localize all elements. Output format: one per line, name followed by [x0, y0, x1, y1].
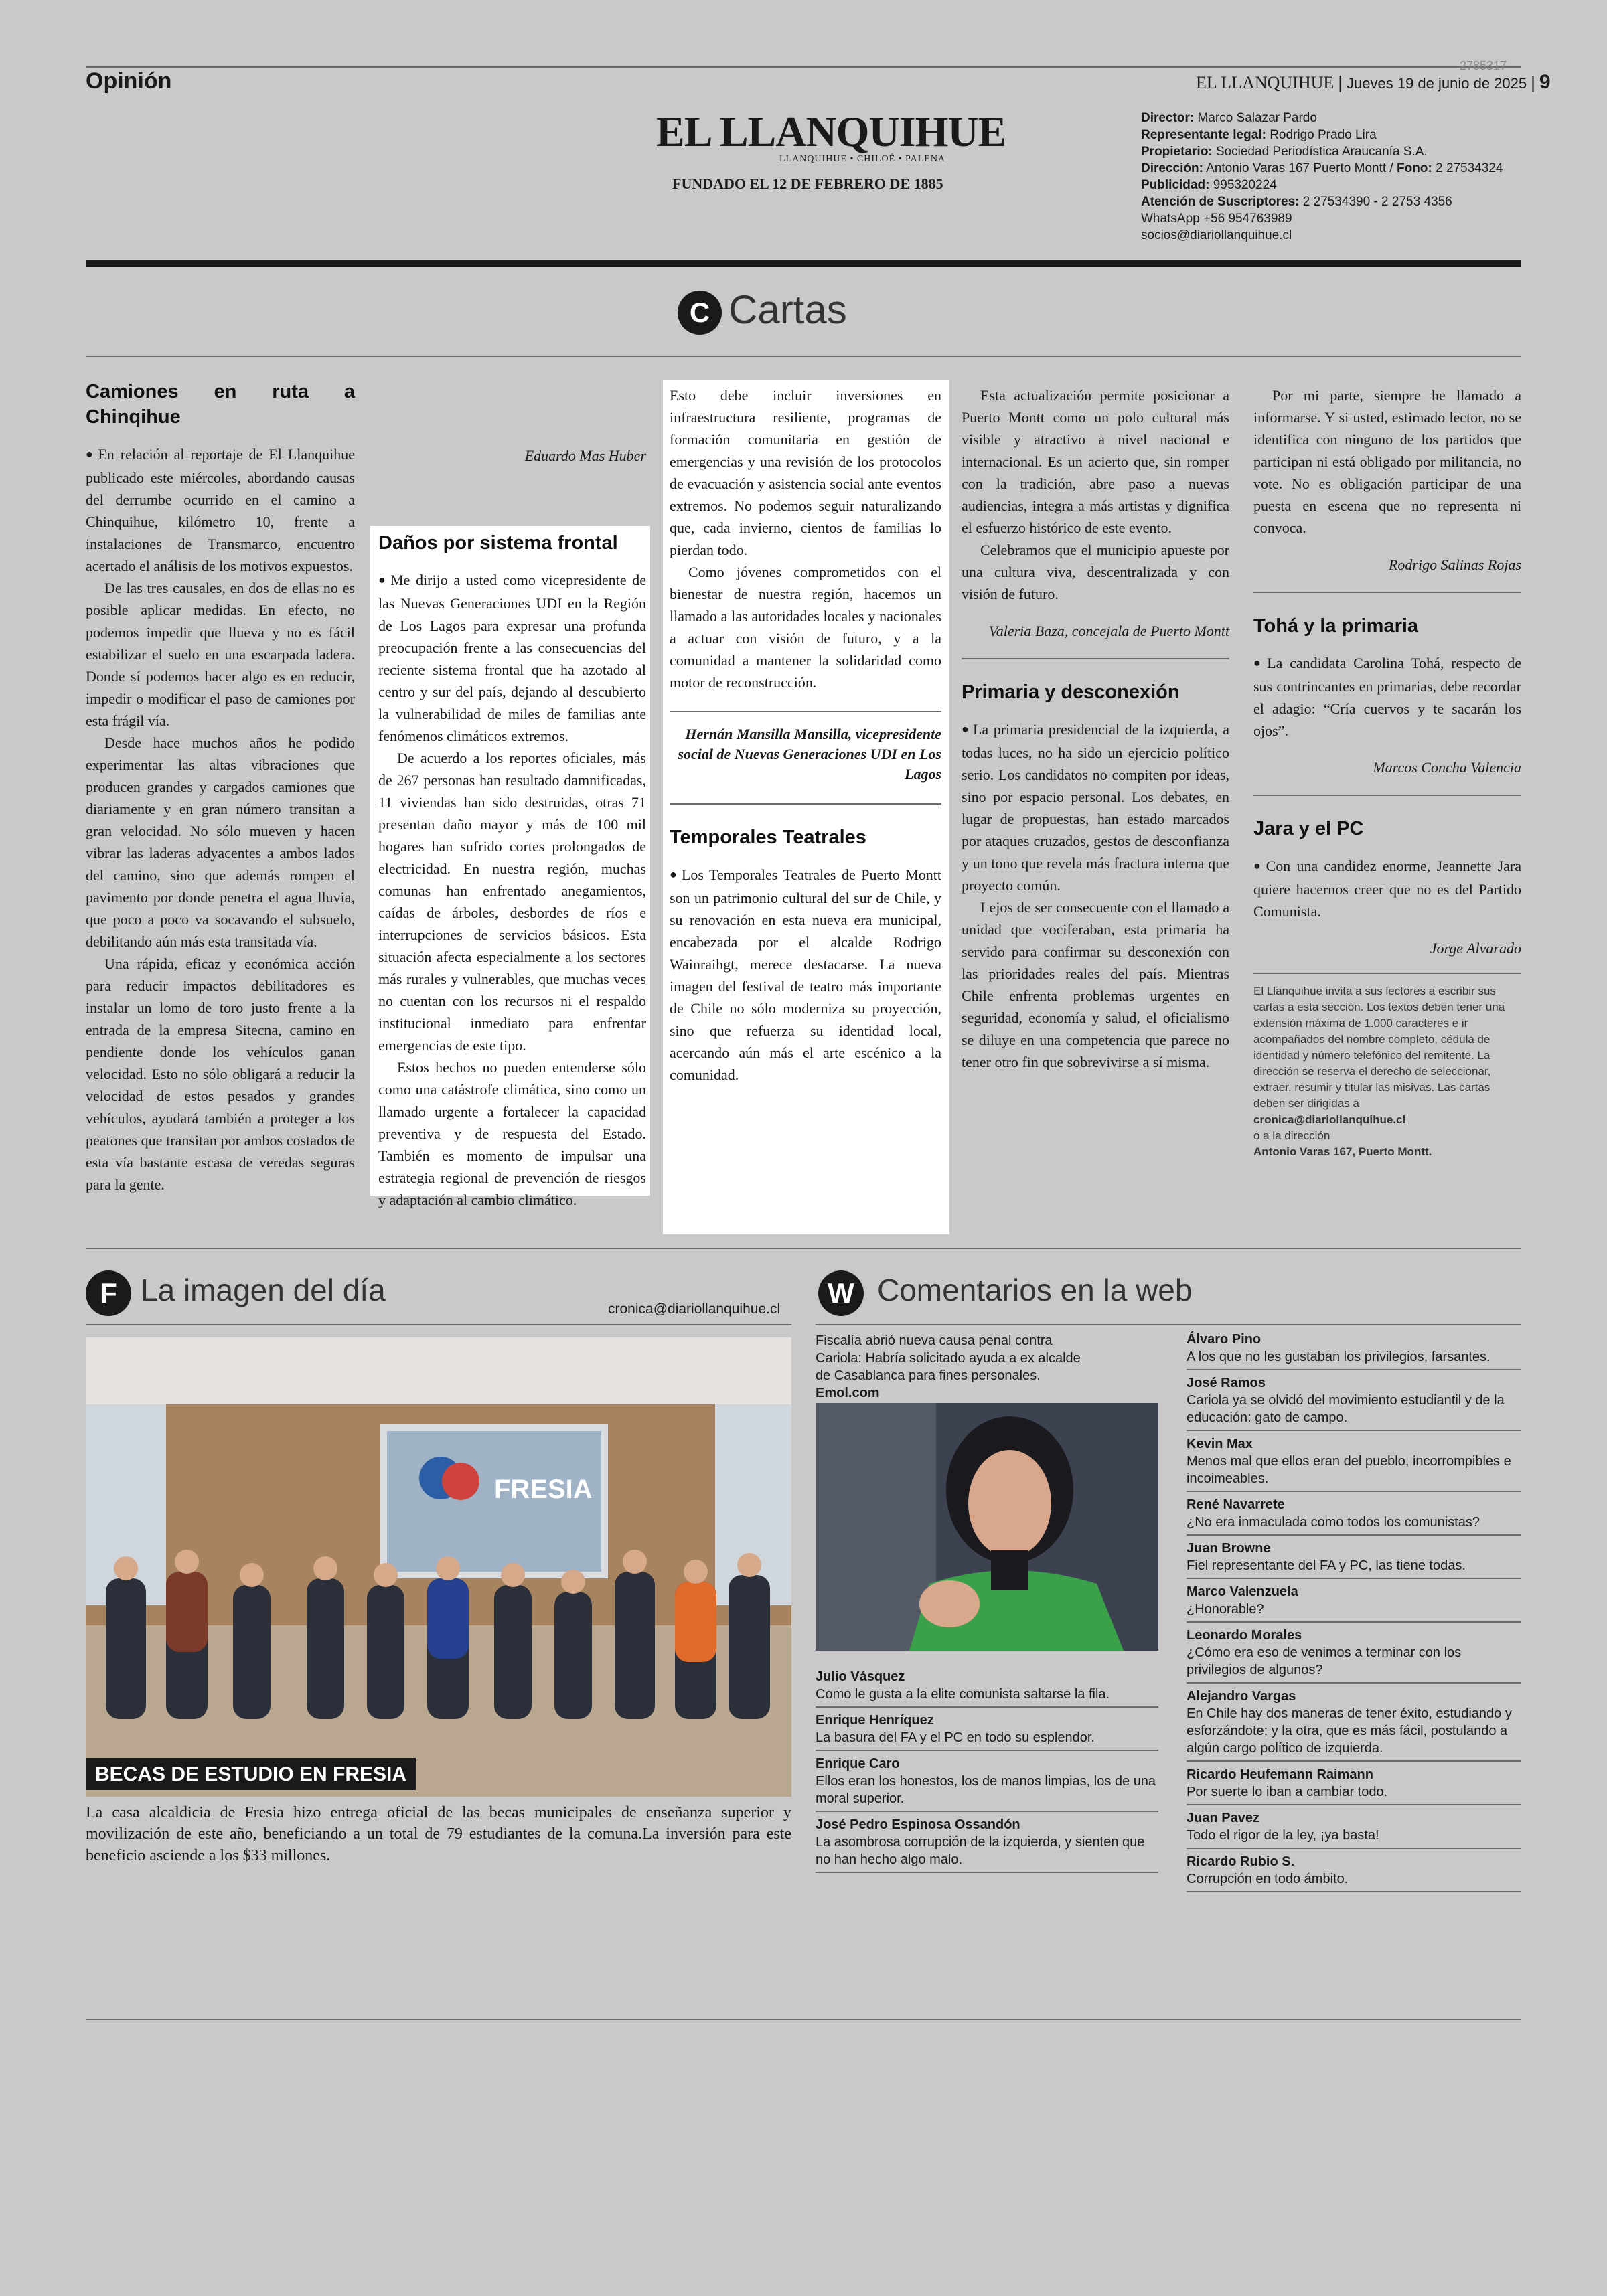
temporales-p2: Esta actualización permite posicionar a Puerto Montt como un polo cultural más visible y atractivo a nivel nacional e internacional. Es un acierto que, sin romper con la tradición, abre paso a nuevas audiencias, integra a más artistas y dignifica el esfuerzo histórico de este evento. — [962, 387, 1229, 536]
comentarios-story: Fiscalía abrió nueva causa penal contra Cariola: Habría solicitado ayuda a ex alcalde de Casablanca para fines personales. Emol.com — [816, 1333, 1081, 1400]
primaria-signature: Rodrigo Salinas Rojas — [1388, 556, 1521, 573]
notice-address: Antonio Varas 167, Puerto Montt. — [1253, 1145, 1432, 1158]
comments-left — [816, 1667, 1158, 1876]
comment-item: Enrique Caro Ellos eran los honestos, los de manos limpias, los de una moral superior. — [816, 1754, 1158, 1812]
primaria-p1: ● La primaria presidencial de la izquierda, a todas luces, no ha sido un ejercicio político serio. Los candidatos no compiten por ideas, sino por espacio personal. Los debates, en lugar de propuestas, han estado marcados por ataques cruzados, gestos de desconfianza y un tono que revela más fractura interna que proyecto común. — [962, 718, 1229, 896]
comment-item: José Ramos Cariola ya se olvidó del movimiento estudiantil y de la educación: gato de campo. — [1187, 1373, 1521, 1431]
section-label: Opinión — [86, 68, 172, 94]
imagen-email[interactable]: cronica@diariollanquihue.cl — [608, 1301, 781, 1317]
comment-item: René Navarrete ¿No era inmaculada como todos los comunistas? — [1187, 1495, 1521, 1536]
column-2 — [378, 530, 646, 1211]
staff-email: socios@diariollanquihue.cl — [1141, 228, 1292, 242]
comments-right — [1187, 1329, 1521, 1895]
imagen-f-icon: F — [86, 1270, 131, 1316]
comment-item: Marco Valenzuela ¿Honorable? — [1187, 1582, 1521, 1623]
toha-signature: Marcos Concha Valencia — [1373, 759, 1521, 776]
column-1 — [86, 379, 355, 1196]
cariola-photo — [816, 1403, 1158, 1651]
page-number: 9 — [1539, 71, 1551, 93]
bottom-rule — [86, 2019, 1521, 2020]
comment-item: Álvaro Pino A los que no les gustaban los privilegios, farsantes. — [1187, 1329, 1521, 1370]
column-4 — [962, 384, 1229, 1073]
headline-temporales: Temporales Teatrales — [670, 827, 866, 848]
comment-item: José Pedro Espinosa Ossandón La asombrosa corrupción de la izquierda, y sienten que no han hecho algo malo. — [816, 1815, 1158, 1873]
masthead-subtitle: LLANQUIHUE • CHILOÉ • PALENA — [779, 154, 946, 164]
staff-owner: Propietario: Sociedad Periodística Araucanía S.A. — [1141, 145, 1428, 159]
cartas-rule — [86, 356, 1521, 357]
comment-item: Kevin Max Menos mal que ellos eran del pueblo, incorrompibles e incoimeables. — [1187, 1434, 1521, 1492]
founded-line: FUNDADO EL 12 DE FEBRERO DE 1885 — [672, 175, 943, 192]
camiones-p3: Desde hace muchos años he podido experimentar las altas vibraciones que producen grandes y cargados camiones que diariamente y en gran número transitan a gran velocidad. No sólo mueven y hacen vibrar las laderas adyacentes a ambos lados del camino, sino que además rompen el pavimento por donde penetra el agua lluvia, que poco a poco va socavando el subsuelo, debilitando aún más esta transitada vía. — [86, 734, 355, 950]
staff-ads: Publicidad: 995320224 — [1141, 178, 1277, 192]
danos-p2: De acuerdo a los reportes oficiales, más de 267 personas han resultado damnificadas, 11 viviendas han sido destruidas, otras 71 presentan daño mayor y más de 100 mil hogares han sufrido cortes prolongados de electricidad. En nuestra región, muchas comunas han enfrentado anegamientos, caídas de árboles, desbordes de ríos e interrupciones de servicios básicos. Esta situación afecta especialmente a los sectores más rurales y vulnerables, que muchas veces no cuentan con los recursos ni el respaldo institucional inmediato para enfrentar emergencias de este tipo. — [378, 750, 646, 1054]
staff-address: Dirección: Antonio Varas 167 Puerto Montt / Fono: 2 27534324 — [1141, 161, 1503, 175]
danos-p4: Esto debe incluir inversiones en infraestructura resiliente, programas de formación comunitaria en gestión de emergencias y una revisión de los protocolos de evacuación y asistencia social ante eventos extremos. No podemos seguir naturalizando que, cada invierno, cientos de familias lo pierdan todo. — [670, 387, 941, 558]
temporales-signature: Valeria Baza, concejala de Puerto Montt — [988, 623, 1229, 639]
letters-notice: El Llanquihue invita a sus lectores a escribir sus cartas a esta sección. Los textos deben tener una extensión máxima de 1.000 caracteres e ir acompañados del nombre completo, cédula de identidad y número telefónico del remitente. La dirección se reserva el derecho de seleccionar, extraer, resumir y titular las misivas. Las cartas deben ser dirigidas a cronica@diariollanquihue.cl o a la dirección Antonio Varas 167, Puerto Montt. — [1253, 983, 1521, 1160]
cariola-photo-illustration — [816, 1403, 1158, 1651]
fresia-photo-illustration — [86, 1337, 791, 1797]
story-source[interactable]: Emol.com — [816, 1386, 880, 1400]
photo-caption-title: BECAS DE ESTUDIO EN FRESIA — [86, 1758, 416, 1790]
imagen-title: La imagen del día — [141, 1273, 386, 1307]
toha-p1: ● La candidata Carolina Tohá, respecto de sus contrincantes en primarias, debe recordar el adagio: “Cría cuervos y te sacarán los ojos”. — [1253, 652, 1521, 742]
comment-item: Ricardo Rubio S. Corrupción en todo ámbito. — [1187, 1852, 1521, 1892]
camiones-p1: ● En relación al reportaje de El Llanquihue publicado este miércoles, abordando causas del derrumbe ocurrido en el camino a Chinquihue, kilómetro 10, frente a instalaciones de Transmarco, encuentro acertado el análisis de los motivos expuestos. — [86, 443, 355, 577]
column-3 — [670, 384, 941, 1086]
comment-item: Juan Pavez Todo el rigor de la ley, ¡ya basta! — [1187, 1808, 1521, 1849]
staff-legal: Representante legal: Rodrigo Prado Lira — [1141, 128, 1377, 142]
imagen-rule — [86, 1324, 791, 1325]
masthead-logo: EL LLANQUIHUE — [656, 108, 1006, 155]
top-rule — [86, 66, 1521, 68]
staff-subscribers: Atención de Suscriptores: 2 27534390 - 2 2753 4356 — [1141, 195, 1452, 209]
cartas-c-icon: C — [678, 291, 722, 335]
headline-jara: Jara y el PC — [1253, 818, 1364, 839]
headline-camiones: Camiones en ruta a Chinqihue — [86, 381, 355, 428]
cartas-title: Cartas — [729, 287, 847, 332]
notice-email[interactable]: cronica@diariollanquihue.cl — [1253, 1113, 1406, 1126]
danos-p5: Como jóvenes comprometidos con el bienestar de nuestra región, hacemos un llamado a las autoridades locales y nacionales a actuar con visión de futuro, y a la comunidad a mantener la solidaridad como motor de reconstrucción. — [670, 564, 941, 691]
headline-danos: Daños por sistema frontal — [378, 532, 618, 554]
screen-fresia-text: FRESIA — [494, 1475, 593, 1504]
camiones-signature: Eduardo Mas Huber — [524, 447, 646, 464]
page-stamp: 2785317 — [1460, 59, 1507, 72]
primaria-p2: Lejos de ser consecuente con el llamado a unidad que vociferaban, esta primaria ha servido para confirmar su desconexión con las prioridades reales del país. Mientras Chile enfrenta problemas urgentes en seguridad, economía y salud, el oficialismo se diluye en una competencia que parece no tener otro fin que sobrevivirse a sí misma. — [962, 899, 1229, 1070]
temporales-p3: Celebramos que el municipio apueste por una cultura viva, descentralizada y con visión de futuro. — [962, 542, 1229, 602]
staff-box — [1141, 110, 1516, 244]
jara-p1: ● Con una candidez enorme, Jeannette Jara quiere hacernos creer que no es del Partido Comunista. — [1253, 855, 1521, 922]
comentarios-w-icon: W — [818, 1270, 864, 1316]
comment-item: Enrique Henríquez La basura del FA y el PC en todo su esplendor. — [816, 1710, 1158, 1751]
comment-item: Ricardo Heufemann Raimann Por suerte lo iban a cambiar todo. — [1187, 1765, 1521, 1805]
headline-primaria: Primaria y desconexión — [962, 681, 1180, 703]
column-5 — [1253, 384, 1521, 1160]
photo-caption: La casa alcaldicia de Fresia hizo entrega oficial de las becas municipales de enseñanza superior y movilización de este año, beneficiando a un total de 79 estudiantes de la comuna.La inversión para este beneficio asciende a los $33 millones. — [86, 1804, 791, 1864]
comment-item: Alejandro Vargas En Chile hay dos maneras de tener éxito, estudiando y esforzándote; y la otra, que es más fácil, postulando a algún cargo político de izquierda. — [1187, 1686, 1521, 1762]
comment-item: Julio Vásquez Como le gusta a la elite comunista saltarse la fila. — [816, 1667, 1158, 1708]
comentarios-title: Comentarios en la web — [877, 1273, 1193, 1307]
staff-director: Director: Marco Salazar Pardo — [1141, 111, 1317, 125]
fresia-photo — [86, 1337, 791, 1797]
notice-or: o a la dirección — [1253, 1129, 1330, 1142]
headline-toha: Tohá y la primaria — [1253, 615, 1419, 637]
danos-signature: Hernán Mansilla Mansilla, vicepresidente social de Nuevas Generaciones UDI en Los Lagos — [678, 726, 941, 783]
header-thick-rule — [86, 260, 1521, 267]
folio: EL LLANQUIHUE | Jueves 19 de junio de 2025 | 9 — [1196, 71, 1551, 93]
camiones-p2: De las tres causales, en dos de ellas no es posible aplicar medidas. En efecto, no podemos impedir que llueva y no es fácil estabilizar el suelo en una escarpada ladera. Donde sí podemos hacer algo es en reducir, impedir o modificar el paso de camiones por esta frágil vía. — [86, 580, 355, 729]
section-divider — [86, 1248, 1521, 1249]
primaria-p3: Por mi parte, siempre he llamado a informarse. Y si usted, estimado lector, no se identifica con ninguno de los partidos que participan ni está obligado por militancia, no vote. No es obligación participar de una puesta en escena que no representa ni convoca. — [1253, 387, 1521, 536]
folio-paper: EL LLANQUIHUE — [1196, 73, 1334, 92]
temporales-p1: ● Los Temporales Teatrales de Puerto Montt son un patrimonio cultural del sur de Chile, y su renovación en esta nueva era municipal, encabezada por el alcalde Rodrigo Wainraihgt, merece destacarse. La nueva imagen del festival de teatro más importante de Chile no sólo moderniza su proyección, sino que refuerza su identidad local, acercando aún más el arte escénico a la comunidad. — [670, 864, 941, 1086]
comment-item: Juan Browne Fiel representante del FA y PC, las tiene todas. — [1187, 1538, 1521, 1579]
comentarios-rule — [816, 1324, 1521, 1325]
camiones-p4: Una rápida, eficaz y económica acción para reducir impactos debilitadores es instalar un lomo de toro justo frente a la entrada de la empresa Sitecna, camino en pendiente donde los vehículos ganan velocidad. Esto no sólo obligará a reducir la velocidad de estos pesados y grandes vehículos, ayudará también a proteger a los peatones que transitan por ambos costados de esta vía bastante escasa de veredas seguras para la gente. — [86, 955, 355, 1193]
jara-signature: Jorge Alvarado — [1430, 940, 1521, 957]
danos-p3: Estos hechos no pueden entenderse sólo como una catástrofe climática, sino como un llamado urgente a fortalecer la capacidad preventiva y de respuesta del Estado. También es momento de impulsar una estrategia regional de prevención de riesgos y adaptación al cambio climático. — [378, 1059, 646, 1208]
comment-item: Leonardo Morales ¿Cómo era eso de venimos a terminar con los privilegios de algunos? — [1187, 1625, 1521, 1684]
danos-p1: ● Me dirijo a usted como vicepresidente de las Nuevas Generaciones UDI en la Región de Los Lagos para expresar una profunda preocupación frente a las consecuencias del reciente sistema frontal que ha azotado al centro y sur del país, dejando al descubierto la vulnerabilidad de miles de familias ante fenómenos climáticos extremos. — [378, 569, 646, 747]
folio-date: Jueves 19 de junio de 2025 — [1347, 75, 1527, 92]
staff-whatsapp: WhatsApp +56 954763989 — [1141, 212, 1292, 226]
camiones-signature-block — [378, 447, 646, 465]
